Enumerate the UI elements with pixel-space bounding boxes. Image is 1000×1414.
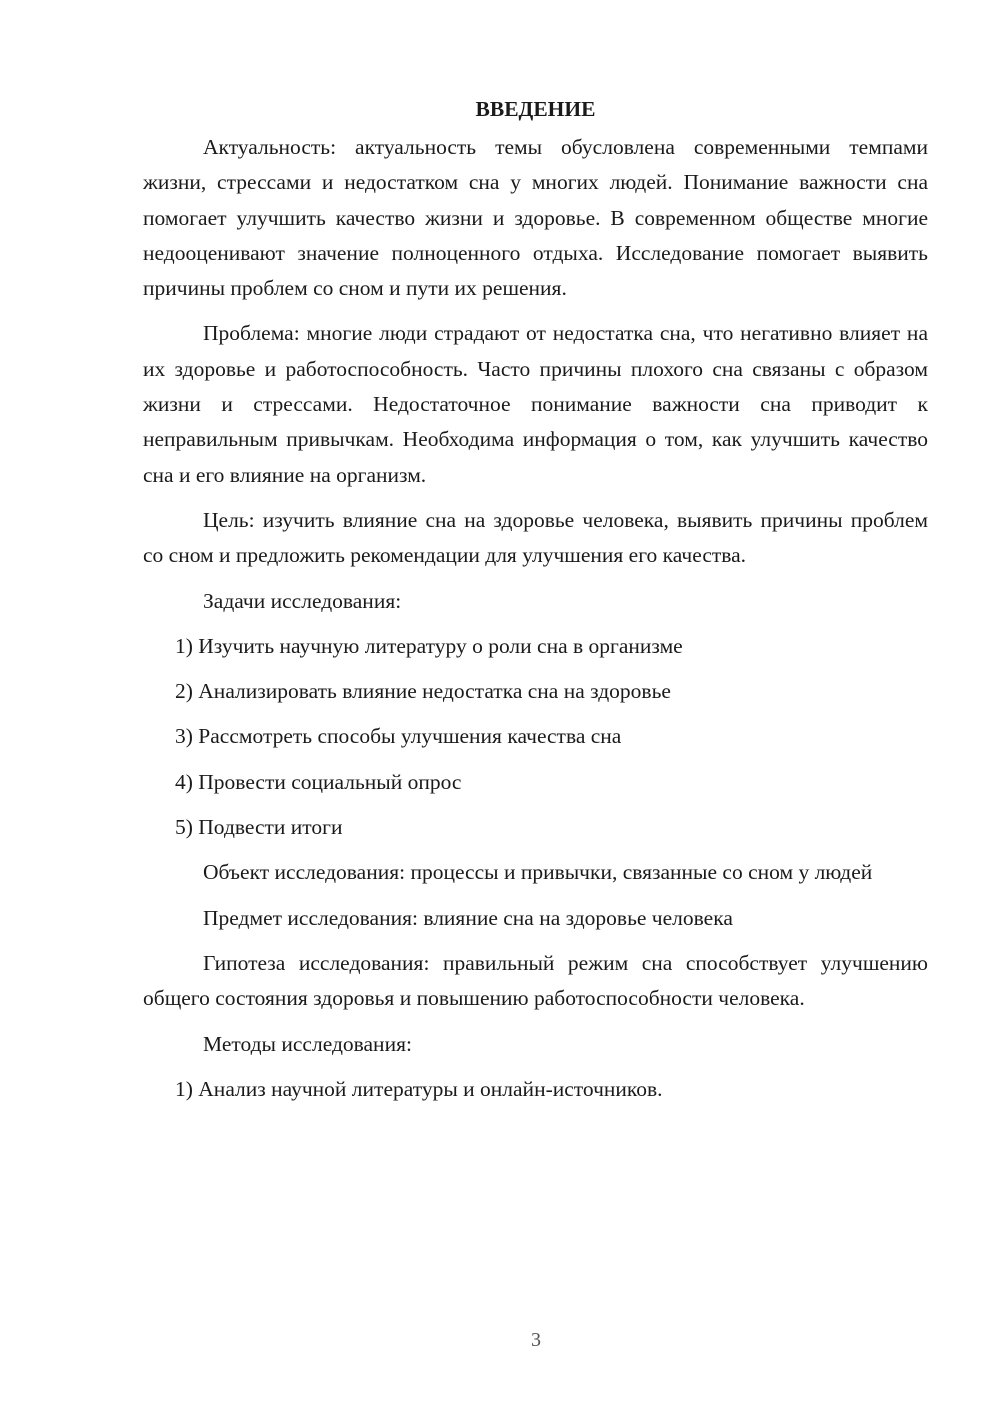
methods-heading: Методы исследования:: [203, 1031, 412, 1056]
task-item: 3) Рассмотреть способы улучшения качества сна: [175, 724, 622, 749]
task-item: 4) Провести социальный опрос: [175, 769, 462, 794]
method-item: 1) Анализ научной литературы и онлайн-источников.: [175, 1076, 663, 1101]
task-item: 2) Анализировать влияние недостатка сна на здоровье: [175, 679, 671, 704]
methods-list: [143, 1072, 928, 1107]
hypothesis-paragraph: Гипотеза исследования: правильный режим сна способствует улучшению общего состояния здоровья и повышению работоспособности человека.: [143, 950, 928, 1011]
task-item: 1) Изучить научную литературу о роли сна в организме: [175, 633, 683, 658]
problem-paragraph: Проблема: многие люди страдают от недостатка сна, что негативно влияет на их здоровье и работоспособность. Часто причины плохого сна связаны с образом жизни и стрессами. Недостаточное понимание важности сна приводит к неправильным привычкам. Необходима информация о том, как улучшить качество сна и его влияние на организм.: [143, 321, 928, 487]
task-item: 5) Подвести итоги: [175, 815, 343, 840]
page-number: 3: [531, 1329, 541, 1351]
section-title: ВВЕДЕНИЕ: [475, 97, 596, 121]
object-paragraph: Объект исследования: процессы и привычки, связанные со сном у людей: [203, 860, 873, 885]
relevance-paragraph: Актуальность: актуальность темы обусловлена современными темпами жизни, стрессами и недостатком сна у многих людей. Понимание важности сна помогает улучшить качество жизни и здоровье. В современном обществе многие недооценивают значение полноценного отдыха. Исследование помогает выявить причины проблем со сном и пути их решения.: [143, 135, 928, 301]
tasks-heading: Задачи исследования:: [203, 588, 402, 613]
document-page: [143, 92, 928, 1117]
tasks-list: [143, 629, 928, 845]
subject-paragraph: Предмет исследования: влияние сна на здоровье человека: [203, 905, 733, 930]
goal-paragraph: Цель: изучить влияние сна на здоровье человека, выявить причины проблем со сном и предложить рекомендации для улучшения его качества.: [143, 507, 928, 568]
